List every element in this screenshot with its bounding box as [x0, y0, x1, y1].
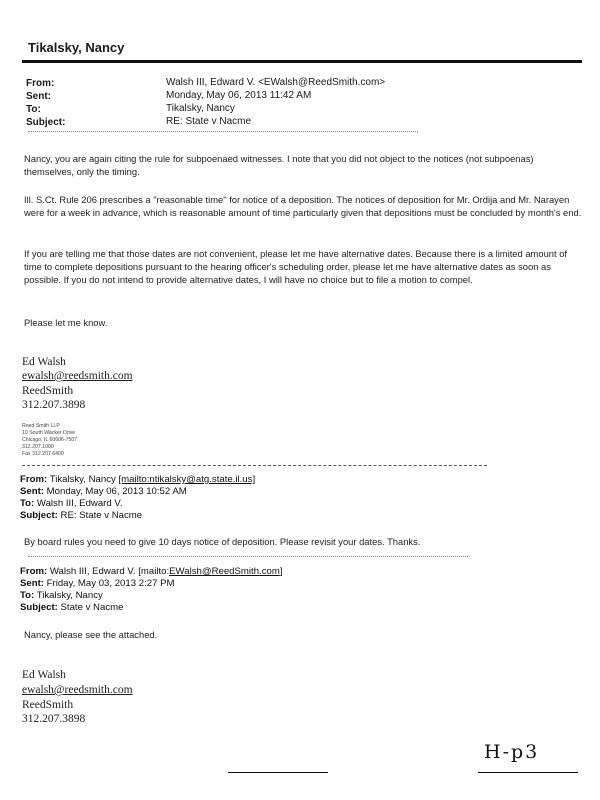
footer-rule	[228, 772, 328, 773]
mailbox-owner-name: Tikalsky, Nancy	[28, 40, 125, 55]
signature-address-line: Chicago, IL 60606-7507	[22, 437, 78, 443]
fwd1-body: By board rules you need to give 10 days notice of deposition. Please revisit your dates. Thanks.	[24, 536, 421, 547]
fwd2-to-label: To:	[20, 590, 35, 601]
fwd2-from-line	[20, 566, 283, 578]
body-paragraph-1: Nancy, you are again citing the rule for subpoenaed witnesses. I note that you did not object to the notices (not subpoenas) themselves, only the timing.	[24, 153, 534, 177]
body-paragraph-3: If you are telling me that those dates are not convenient, please let me have alternative dates. Because there is a limited amount of time to complete depositions pursuant to the hearing officer's scheduling order, please let me have alternative dates as soon as possible. If you do not intend to provide alternative dates, I will have no choice but to file a motion to compel.	[24, 248, 568, 285]
fwd2-sent-line	[20, 578, 174, 590]
fwd1-to-label: To:	[20, 498, 35, 509]
subject-value: RE: State v Nacme	[166, 116, 252, 127]
fwd2-to-line	[20, 590, 103, 602]
handwritten-page-mark: H-p3	[484, 741, 540, 763]
fwd2-subject-line	[20, 602, 123, 614]
signature-firm: ReedSmith	[22, 699, 74, 711]
signature-firm: ReedSmith	[22, 385, 74, 397]
fwd1-mailto-link[interactable]: [mailto:ntikalsky@atg.state.il.us]	[118, 474, 256, 485]
signature-address-line: Reed Smith LLP	[22, 423, 60, 429]
fwd2-subject-value: State v Nacme	[60, 602, 124, 613]
sent-label: Sent:	[26, 91, 51, 102]
signature-address-line: Fax 312.207.6400	[22, 451, 64, 457]
header-scan-noise	[28, 131, 418, 132]
signature-name: Ed Walsh	[22, 356, 66, 368]
signature-name: Ed Walsh	[22, 669, 66, 681]
fwd1-sent-line	[20, 486, 187, 498]
body-paragraph-4: Please let me know.	[24, 317, 108, 328]
header-rule	[22, 60, 582, 63]
fwd2-from-value: Walsh III, Edward V.	[49, 566, 136, 577]
fwd2-from-label: From:	[20, 566, 48, 577]
from-label: From:	[26, 78, 55, 89]
signature-address-line: 10 South Wacker Drive	[22, 430, 76, 436]
fwd2-mailto-link[interactable]: EWalsh@ReedSmith.com	[169, 566, 280, 577]
body-paragraph-2: Ill. S.Ct. Rule 206 prescribes a "reasonable time" for notice of a deposition. The notices of deposition for Mr. Ordija and Mr. Narayen were for a week in advance, which is reasonable amount of time particularly given that depositions must be concluded by month's end.	[24, 194, 582, 218]
message-separator	[28, 556, 468, 557]
signature-email-link[interactable]: ewalsh@reedsmith.com	[22, 684, 133, 696]
signature-phone: 312.207.3898	[22, 399, 86, 411]
fwd1-subject-label: Subject:	[20, 510, 58, 521]
fwd2-mailto-suffix: ]	[279, 566, 283, 577]
fwd1-subject-value: RE: State v Nacme	[60, 510, 143, 521]
signature-email-link[interactable]: ewalsh@reedsmith.com	[22, 370, 133, 382]
sent-value: Monday, May 06, 2013 11:42 AM	[166, 90, 312, 101]
fwd2-sent-value: Friday, May 03, 2013 2:27 PM	[46, 578, 175, 589]
to-label: To:	[26, 104, 41, 115]
fwd1-subject-line	[20, 510, 142, 522]
fwd2-sent-label: Sent:	[20, 578, 44, 589]
to-value: Tikalsky, Nancy	[166, 103, 235, 114]
fwd1-to-line	[20, 498, 123, 510]
fwd2-mailto-prefix: [mailto:	[138, 566, 170, 577]
signature-address-line: 312.207.1000	[22, 444, 54, 450]
message-separator	[22, 465, 487, 466]
fwd1-sent-label: Sent:	[20, 486, 44, 497]
fwd1-from-label: From:	[20, 474, 48, 485]
fwd2-to-value: Tikalsky, Nancy	[36, 590, 103, 601]
from-value: Walsh III, Edward V. <EWalsh@ReedSmith.com>	[166, 77, 386, 88]
fwd1-from-line	[20, 474, 255, 486]
footer-rule	[478, 772, 578, 773]
subject-label: Subject:	[26, 117, 66, 128]
fwd2-body: Nancy, please see the attached.	[24, 629, 158, 640]
fwd1-sent-value: Monday, May 06, 2013 10:52 AM	[46, 486, 187, 497]
signature-phone: 312.207.3898	[22, 713, 86, 725]
fwd1-to-value: Walsh III, Edward V.	[36, 498, 123, 509]
fwd1-from-value: Tikalsky, Nancy	[49, 474, 116, 485]
fwd2-subject-label: Subject:	[20, 602, 58, 613]
